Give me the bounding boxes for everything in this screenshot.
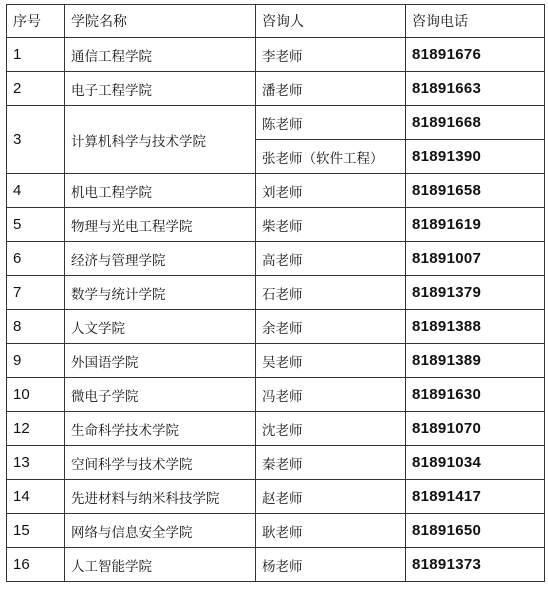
table-row bbox=[7, 208, 545, 242]
contact-person: 潘老师 bbox=[256, 72, 406, 106]
school-name: 人文学院 bbox=[65, 310, 256, 344]
row-number: 6 bbox=[7, 242, 65, 276]
contact-phone: 81891070 bbox=[406, 412, 545, 446]
contact-person: 冯老师 bbox=[256, 378, 406, 412]
school-name: 微电子学院 bbox=[65, 378, 256, 412]
school-name: 数学与统计学院 bbox=[65, 276, 256, 310]
contact-person: 耿老师 bbox=[256, 514, 406, 548]
row-number: 10 bbox=[7, 378, 65, 412]
table-row bbox=[7, 378, 545, 412]
contact-phone: 81891034 bbox=[406, 446, 545, 480]
row-number: 12 bbox=[7, 412, 65, 446]
table-row bbox=[7, 548, 545, 582]
contact-phone: 81891388 bbox=[406, 310, 545, 344]
contact-table-container bbox=[6, 4, 545, 582]
contact-person: 陈老师 bbox=[256, 106, 406, 140]
table-header-row bbox=[7, 5, 545, 38]
contact-person: 秦老师 bbox=[256, 446, 406, 480]
table-row bbox=[7, 174, 545, 208]
school-name: 机电工程学院 bbox=[65, 174, 256, 208]
school-name: 网络与信息安全学院 bbox=[65, 514, 256, 548]
contact-phone: 81891619 bbox=[406, 208, 545, 242]
contact-person: 张老师（软件工程） bbox=[256, 140, 406, 174]
contact-phone: 81891390 bbox=[406, 140, 545, 174]
contact-phone: 81891668 bbox=[406, 106, 545, 140]
contact-phone: 81891389 bbox=[406, 344, 545, 378]
contact-phone: 81891630 bbox=[406, 378, 545, 412]
header-phone: 咨询电话 bbox=[406, 5, 545, 38]
table-row bbox=[7, 446, 545, 480]
school-name: 物理与光电工程学院 bbox=[65, 208, 256, 242]
contact-person: 石老师 bbox=[256, 276, 406, 310]
table-row bbox=[7, 72, 545, 106]
table-row bbox=[7, 106, 545, 140]
header-school: 学院名称 bbox=[65, 5, 256, 38]
contact-phone: 81891417 bbox=[406, 480, 545, 514]
school-name: 经济与管理学院 bbox=[65, 242, 256, 276]
row-number: 5 bbox=[7, 208, 65, 242]
school-name: 外国语学院 bbox=[65, 344, 256, 378]
row-number: 8 bbox=[7, 310, 65, 344]
contact-person: 沈老师 bbox=[256, 412, 406, 446]
row-number: 15 bbox=[7, 514, 65, 548]
contact-person: 李老师 bbox=[256, 38, 406, 72]
contact-phone: 81891007 bbox=[406, 242, 545, 276]
header-no: 序号 bbox=[7, 5, 65, 38]
contact-phone: 81891379 bbox=[406, 276, 545, 310]
contact-person: 赵老师 bbox=[256, 480, 406, 514]
table-row bbox=[7, 276, 545, 310]
school-name: 电子工程学院 bbox=[65, 72, 256, 106]
school-name: 空间科学与技术学院 bbox=[65, 446, 256, 480]
school-name: 计算机科学与技术学院 bbox=[65, 106, 256, 174]
table-row bbox=[7, 242, 545, 276]
contact-phone: 81891676 bbox=[406, 38, 545, 72]
row-number: 13 bbox=[7, 446, 65, 480]
table-row bbox=[7, 310, 545, 344]
contact-phone: 81891373 bbox=[406, 548, 545, 582]
table-row bbox=[7, 412, 545, 446]
school-name: 人工智能学院 bbox=[65, 548, 256, 582]
contact-person: 吴老师 bbox=[256, 344, 406, 378]
contact-person: 柴老师 bbox=[256, 208, 406, 242]
contact-person: 余老师 bbox=[256, 310, 406, 344]
school-name: 先进材料与纳米科技学院 bbox=[65, 480, 256, 514]
row-number: 14 bbox=[7, 480, 65, 514]
row-number: 9 bbox=[7, 344, 65, 378]
row-number: 3 bbox=[7, 106, 65, 174]
table-body bbox=[7, 38, 545, 582]
table-row bbox=[7, 38, 545, 72]
school-name: 生命科学技术学院 bbox=[65, 412, 256, 446]
contact-phone: 81891658 bbox=[406, 174, 545, 208]
table-row bbox=[7, 514, 545, 548]
contact-person: 高老师 bbox=[256, 242, 406, 276]
row-number: 2 bbox=[7, 72, 65, 106]
row-number: 7 bbox=[7, 276, 65, 310]
row-number: 4 bbox=[7, 174, 65, 208]
contact-person: 刘老师 bbox=[256, 174, 406, 208]
contact-phone: 81891663 bbox=[406, 72, 545, 106]
table-row bbox=[7, 480, 545, 514]
row-number: 1 bbox=[7, 38, 65, 72]
school-name: 通信工程学院 bbox=[65, 38, 256, 72]
header-contact: 咨询人 bbox=[256, 5, 406, 38]
contact-person: 杨老师 bbox=[256, 548, 406, 582]
table-row bbox=[7, 344, 545, 378]
school-contact-table bbox=[6, 4, 545, 582]
row-number: 16 bbox=[7, 548, 65, 582]
contact-phone: 81891650 bbox=[406, 514, 545, 548]
